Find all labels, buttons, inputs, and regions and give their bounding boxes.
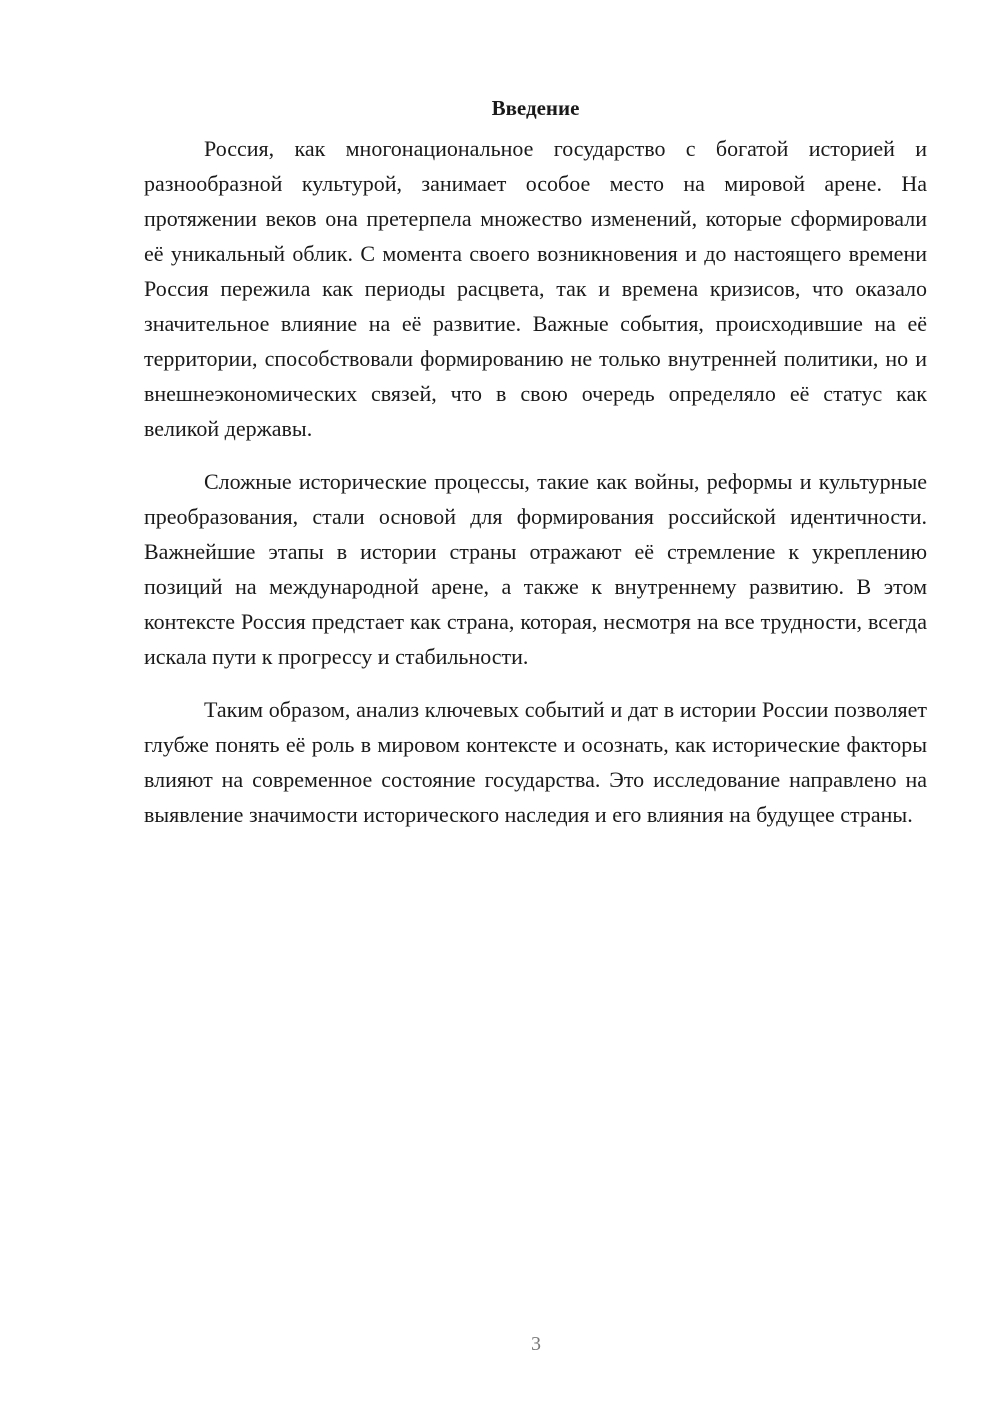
paragraph-3: Таким образом, анализ ключевых событий и дат в истории России позволяет глубже понять её роль в мировом контексте и осознать, как исторические факторы влияют на современное состояние государства. Это исследование направлено на выявление значимости исторического наследия и его влияния на будущее страны. xyxy=(144,697,927,827)
section-title: Введение xyxy=(491,96,580,120)
page-content xyxy=(144,96,927,850)
paragraph-2: Сложные исторические процессы, такие как войны, реформы и культурные преобразования, стали основой для формирования российской идентичности. Важнейшие этапы в истории страны отражают её стремление к укреплению позиций на международной арене, а также к внутреннему развитию. В этом контексте Россия предстает как страна, которая, несмотря на все трудности, всегда искала пути к прогрессу и стабильности. xyxy=(144,469,927,669)
page-number: 3 xyxy=(531,1333,541,1355)
paragraph-1: Россия, как многонациональное государство с богатой историей и разнообразной культурой, занимает особое место на мировой арене. На протяжении веков она претерпела множество изменений, которые сформировали её уникальный облик. С момента своего возникновения и до настоящего времени Россия пережила как периоды расцвета, так и времена кризисов, что оказало значительное влияние на её развитие. Важные события, происходившие на её территории, способствовали формированию не только внутренней политики, но и внешнеэкономических связей, что в свою очередь определяло её статус как великой державы. xyxy=(144,136,927,441)
